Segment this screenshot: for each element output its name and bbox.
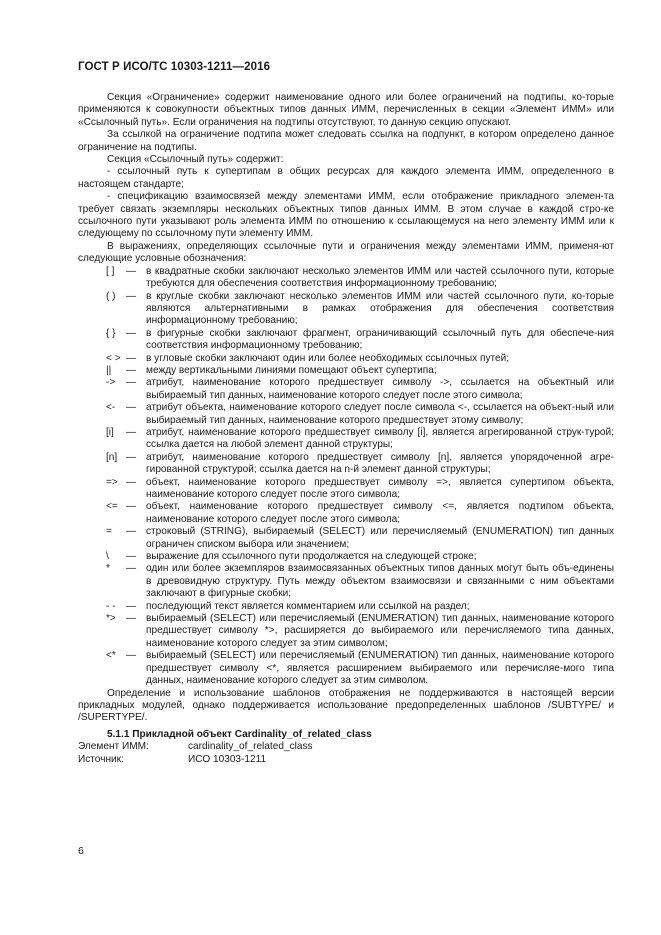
dash: — xyxy=(126,402,137,414)
paragraph: В выражениях, определяющих ссылочные пути и ограничения между элементами ИММ, применя-ют следующие условные обозначения: xyxy=(78,240,614,265)
symbol-description: атрибут, наименование которого предшествует символу ->, ссылается на объектный или выбираемый тип данных, наименование которого следует после этого символа; xyxy=(146,377,614,401)
symbol: [i] xyxy=(106,426,114,438)
dash: — xyxy=(126,327,137,339)
symbol-item xyxy=(78,551,614,563)
dash: — xyxy=(126,476,137,488)
symbol-item xyxy=(78,377,614,402)
symbol-item xyxy=(78,328,614,353)
symbol-item xyxy=(78,477,614,502)
symbol-description: в фигурные скобки заключают фрагмент, ограничивающий ссылочный путь для обеспече-ния соответствия информационному требованию; xyxy=(146,327,614,352)
dash: — xyxy=(126,265,137,277)
symbol: <= xyxy=(106,501,118,513)
symbol-item xyxy=(78,452,614,477)
symbol-description: выбираемый (SELECT) или перечисляемый (ENUMERATION) тип данных, наименование которого предшествует символу <*, является расширением выбираемого или перечисляе-мого типа данных, наименование которого следует за этим символом. xyxy=(146,650,614,687)
dash: — xyxy=(126,563,137,575)
symbol-description: строковый (STRING), выбираемый (SELECT) или перечисляемый (ENUMERATION) тип данных ограничен списком выбора или значением; xyxy=(146,526,614,550)
symbol-item xyxy=(78,501,614,526)
symbol: = xyxy=(106,526,112,538)
symbol-item xyxy=(78,266,614,291)
symbol: < > xyxy=(106,352,121,364)
field-row xyxy=(78,754,614,766)
symbol-item xyxy=(78,291,614,328)
paragraph: - ссылочный путь к супертипам в общих ресурсах для каждого элемента ИММ, определенного в настоящем стандарте; xyxy=(78,166,614,190)
dash: — xyxy=(126,613,137,625)
dash: — xyxy=(126,352,137,364)
symbol: - - xyxy=(106,600,116,612)
symbol-item xyxy=(78,353,614,365)
symbol-description: в круглые скобки заключают несколько элементов ИММ или частей ссылочного пути, ко-торые являются альтернативными в рамках отображения для обеспечения соответствия информационному требованию; xyxy=(146,290,614,327)
symbol-description: в квадратные скобки заключают несколько элементов ИММ или частей ссылочного пути, которые требуются для обеспечения соответствия информационному требованию; xyxy=(146,265,614,290)
dash: — xyxy=(126,290,137,302)
symbol-description: один или более экземпляров взаимосвязанных объектных типов данных могут быть объ-единены в древовидную структуру. Путь между объектом взаимосвязи и связанными с ним объектами заключают в фигурные скобки; xyxy=(146,563,614,600)
document-body xyxy=(78,92,614,766)
symbol-list xyxy=(78,266,614,688)
paragraph: Определение и использование шаблонов отображения не поддерживаются в настоящей версии прикладных модулей, однако поддерживается использование предопределенных шаблонов /SUBTYPE/ и /SUPERTYPE/. xyxy=(78,687,614,724)
symbol-item xyxy=(78,365,614,377)
page-number: 6 xyxy=(78,845,84,857)
symbol-description: выбираемый (SELECT) или перечисляемый (ENUMERATION) тип данных, наименование которого предшествует символу *>, расширяется до выбираемого или перечисляемого типа данных, наименование которого следует за этим символом; xyxy=(146,613,614,649)
dash: — xyxy=(126,377,137,389)
paragraph: За ссылкой на ограничение подтипа может следовать ссылка на подпункт, в котором определено данное ограничение на подтипы. xyxy=(78,129,614,153)
symbol: -> xyxy=(106,377,116,389)
field-key: Элемент ИММ: xyxy=(78,741,149,753)
symbol: *> xyxy=(106,613,116,625)
field-value: ИСО 10303-1211 xyxy=(188,753,267,765)
symbol-description: между вертикальными линиями помещают объект супертипа; xyxy=(146,364,437,376)
symbol-item xyxy=(78,427,614,452)
symbol: { } xyxy=(106,327,116,339)
symbol-description: выражение для ссылочного пути продолжается на следующей строке; xyxy=(146,551,477,563)
symbol-description: объект, наименование которого предшествует символу =>, является супертипом объекта, наименование которого следует после этого символа; xyxy=(146,476,614,500)
dash: — xyxy=(126,551,137,563)
symbol-description: атрибут объекта, наименование которого следует после символа <-, ссылается на объект-ный или выбираемый тип данных, наименование которого предшествует этому символу; xyxy=(146,402,614,426)
symbol: \ xyxy=(106,551,109,563)
paragraph: Секция «Ссылочный путь» содержит: xyxy=(107,154,284,166)
dash: — xyxy=(126,364,137,376)
dash: — xyxy=(126,501,137,513)
dash: — xyxy=(126,426,137,438)
symbol-item xyxy=(78,613,614,650)
symbol-item xyxy=(78,650,614,687)
dash: — xyxy=(126,526,137,538)
symbol: <* xyxy=(106,650,116,662)
dash: — xyxy=(126,600,137,612)
section-heading: 5.1.1 Прикладной объект Cardinality_of_related_class xyxy=(107,728,372,740)
field-value: cardinality_of_related_class xyxy=(188,741,313,753)
paragraph: - спецификацию взаимосвязей между элементами ИММ, если отображение прикладного элемен-та требует связать экземпляры нескольких объектных типов данных ИММ. В этом случае в каждой стро-ке ссылочного пути указывают роль элемента ИММ по отношению к ссылающемуся на него элементу ИММ или к следующему по ссылочному пути элементу ИММ. xyxy=(78,191,614,240)
dash: — xyxy=(126,650,137,662)
symbol: || xyxy=(106,364,112,376)
symbol-description: последующий текст является комментарием или ссылкой на раздел; xyxy=(146,600,470,612)
symbol-description: атрибут, наименование которого предшествует символу [i], является агрегированной струк-турой; ссылка дается на любой элемент данной структуры; xyxy=(146,426,614,451)
symbol: [n] xyxy=(106,451,118,463)
dash: — xyxy=(126,451,137,463)
symbol-item xyxy=(78,526,614,551)
paragraph: Секция «Ограничение» содержит наименование одного или более ограничений на подтипы, ко-торые применяются к совокупности объектных типов данных ИММ, перечисленных в секции «Элемент ИММ» или «Ссылочный путь». Если ограничения на подтипы отсутствуют, то данную секцию опускают. xyxy=(78,92,614,128)
field-key: Источник: xyxy=(78,753,124,765)
symbol-item xyxy=(78,601,614,613)
symbol: [ ] xyxy=(106,265,115,277)
symbol-item xyxy=(78,563,614,600)
symbol: * xyxy=(106,563,110,575)
symbol: => xyxy=(106,476,118,488)
symbol-item xyxy=(78,402,614,427)
symbol: ( ) xyxy=(106,290,116,302)
document-header: ГОСТ Р ИСО/ТС 10303-1211—2016 xyxy=(78,61,271,73)
symbol: <- xyxy=(106,402,116,414)
symbol-description: в угловые скобки заключают один или более необходимых ссылочных путей; xyxy=(146,352,510,364)
symbol-description: объект, наименование которого предшествует символу <=, является подтипом объекта, наименование которого следует после этого символа; xyxy=(146,501,614,525)
symbol-description: атрибут, наименование которого предшествует символу [n], является упорядоченной агре-гированной структурой; ссылка дается на n-й элемент данной структуры; xyxy=(146,451,614,476)
field-row xyxy=(78,741,614,753)
